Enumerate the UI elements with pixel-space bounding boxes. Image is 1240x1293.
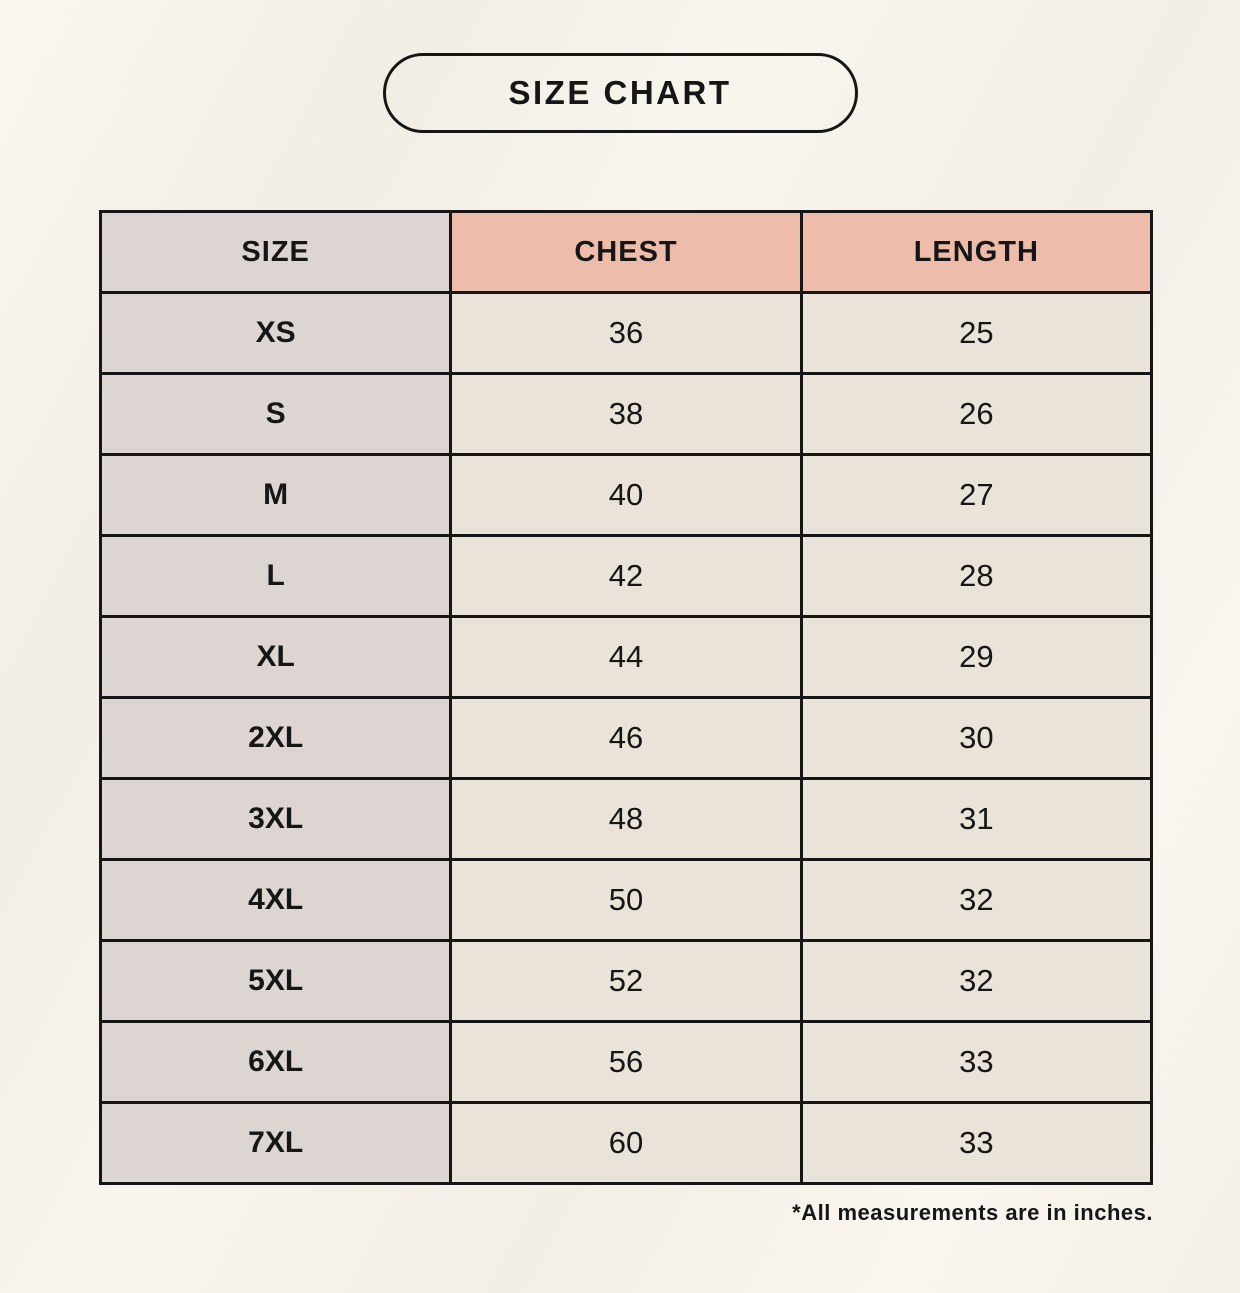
column-header-size: SIZE bbox=[101, 212, 451, 293]
table-row bbox=[101, 698, 1152, 779]
table-row bbox=[101, 617, 1152, 698]
chest-cell: 48 bbox=[451, 779, 801, 860]
length-cell: 32 bbox=[801, 941, 1151, 1022]
length-cell: 25 bbox=[801, 293, 1151, 374]
chest-cell: 44 bbox=[451, 617, 801, 698]
length-cell: 32 bbox=[801, 860, 1151, 941]
table-body bbox=[101, 293, 1152, 1184]
length-cell: 31 bbox=[801, 779, 1151, 860]
chest-cell: 60 bbox=[451, 1103, 801, 1184]
chest-cell: 50 bbox=[451, 860, 801, 941]
chest-cell: 52 bbox=[451, 941, 801, 1022]
length-cell: 33 bbox=[801, 1103, 1151, 1184]
size-cell: M bbox=[101, 455, 451, 536]
size-chart-table bbox=[99, 210, 1153, 1185]
length-cell: 28 bbox=[801, 536, 1151, 617]
table-row bbox=[101, 293, 1152, 374]
size-cell: XL bbox=[101, 617, 451, 698]
chest-cell: 42 bbox=[451, 536, 801, 617]
length-cell: 29 bbox=[801, 617, 1151, 698]
table-header-row bbox=[101, 212, 1152, 293]
size-cell: 5XL bbox=[101, 941, 451, 1022]
size-cell: 7XL bbox=[101, 1103, 451, 1184]
size-cell: L bbox=[101, 536, 451, 617]
chest-cell: 40 bbox=[451, 455, 801, 536]
size-cell: 4XL bbox=[101, 860, 451, 941]
length-cell: 30 bbox=[801, 698, 1151, 779]
table-row bbox=[101, 941, 1152, 1022]
size-chart-title-pill bbox=[383, 53, 858, 133]
size-cell: 3XL bbox=[101, 779, 451, 860]
length-cell: 26 bbox=[801, 374, 1151, 455]
size-cell: 6XL bbox=[101, 1022, 451, 1103]
chest-cell: 56 bbox=[451, 1022, 801, 1103]
chest-cell: 38 bbox=[451, 374, 801, 455]
table-row bbox=[101, 455, 1152, 536]
table-row bbox=[101, 779, 1152, 860]
measurements-footnote: *All measurements are in inches. bbox=[792, 1200, 1153, 1225]
column-header-length: LENGTH bbox=[801, 212, 1151, 293]
length-cell: 33 bbox=[801, 1022, 1151, 1103]
length-cell: 27 bbox=[801, 455, 1151, 536]
size-cell: XS bbox=[101, 293, 451, 374]
column-header-chest: CHEST bbox=[451, 212, 801, 293]
size-cell: S bbox=[101, 374, 451, 455]
table-row bbox=[101, 374, 1152, 455]
table-row bbox=[101, 1103, 1152, 1184]
size-cell: 2XL bbox=[101, 698, 451, 779]
table-row bbox=[101, 1022, 1152, 1103]
table-row bbox=[101, 860, 1152, 941]
page-title: SIZE CHART bbox=[508, 74, 732, 111]
chest-cell: 46 bbox=[451, 698, 801, 779]
chest-cell: 36 bbox=[451, 293, 801, 374]
table-row bbox=[101, 536, 1152, 617]
